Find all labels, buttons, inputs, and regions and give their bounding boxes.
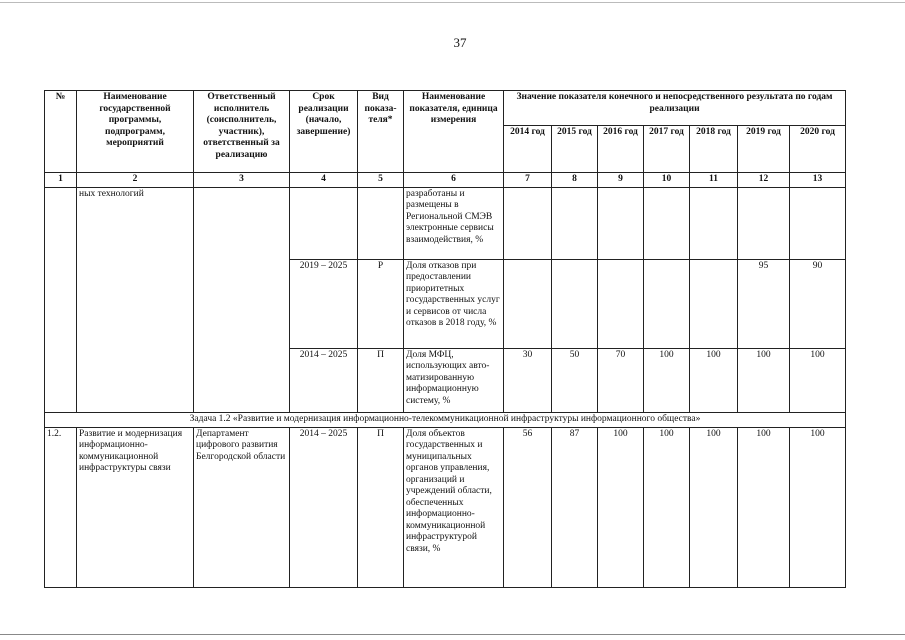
cell-value: 87 (552, 427, 598, 587)
column-number: 13 (790, 173, 846, 188)
cell-value: 100 (644, 348, 690, 412)
cell-value: 100 (690, 348, 738, 412)
cell-value (644, 187, 690, 259)
cell-type (358, 187, 404, 259)
cell-value: 95 (738, 259, 790, 348)
cell-name: Развитие и модернизация информационно-коммуникационной инфраструктуры связи (77, 427, 194, 587)
cell-value (504, 187, 552, 259)
header-no: № (45, 91, 77, 173)
cell-executor (194, 187, 290, 412)
cell-value (644, 259, 690, 348)
header-year: 2018 год (690, 126, 738, 173)
cell-indicator: разработаны и размещены в Региональной СМЭВ электронные сервисы взаимодействия, % (404, 187, 504, 259)
column-number: 7 (504, 173, 552, 188)
cell-type: П (358, 348, 404, 412)
column-number: 9 (598, 173, 644, 188)
table-row (45, 187, 846, 259)
cell-value (690, 259, 738, 348)
table-row (45, 427, 846, 587)
scan-bottom-edge (0, 634, 905, 635)
cell-term: 2014 – 2025 (290, 427, 358, 587)
cell-type: Р (358, 259, 404, 348)
column-number-row (45, 173, 846, 188)
cell-term (290, 187, 358, 259)
column-number: 3 (194, 173, 290, 188)
header-year: 2017 год (644, 126, 690, 173)
cell-value: 90 (790, 259, 846, 348)
cell-value: 50 (552, 348, 598, 412)
cell-value: 100 (690, 427, 738, 587)
column-number: 1 (45, 173, 77, 188)
cell-indicator: Доля отказов при предоставлении приоритетных государственных услуг и сервисов от числа отказов в 2018 году, % (404, 259, 504, 348)
header-indicator: Наименование показателя, единица измерения (404, 91, 504, 173)
column-number: 11 (690, 173, 738, 188)
cell-value: 100 (598, 427, 644, 587)
cell-value (738, 187, 790, 259)
cell-value (598, 259, 644, 348)
header-term: Срок реализации (начало, завершение) (290, 91, 358, 173)
cell-no (45, 187, 77, 412)
cell-name: ных технологий (77, 187, 194, 412)
header-name: Наименование государственной программы, подпрограмм, мероприятий (77, 91, 194, 173)
header-executor: Ответственный исполнитель (соисполнитель, участник), ответственный за реализацию (194, 91, 290, 173)
column-number: 6 (404, 173, 504, 188)
cell-value (598, 187, 644, 259)
header-year: 2019 год (738, 126, 790, 173)
column-number: 12 (738, 173, 790, 188)
column-number: 10 (644, 173, 690, 188)
cell-term: 2019 – 2025 (290, 259, 358, 348)
cell-value (504, 259, 552, 348)
header-year: 2014 год (504, 126, 552, 173)
cell-value (552, 187, 598, 259)
header-year: 2016 год (598, 126, 644, 173)
page-number: 37 (453, 35, 467, 50)
task-row (45, 412, 846, 427)
header-values-group: Значение показателя конечного и непосредственного результата по годам реализации (504, 91, 846, 126)
column-number: 2 (77, 173, 194, 188)
cell-value: 100 (790, 427, 846, 587)
task-title: Задача 1.2 «Развитие и модернизация информационно-телекоммуникационной инфраструктуры информационного общества» (45, 412, 846, 427)
cell-value (552, 259, 598, 348)
header-row-main (45, 91, 846, 126)
program-table (44, 90, 846, 588)
scan-top-edge (0, 2, 905, 3)
cell-type: П (358, 427, 404, 587)
cell-value: 100 (738, 348, 790, 412)
cell-term: 2014 – 2025 (290, 348, 358, 412)
cell-value: 70 (598, 348, 644, 412)
cell-executor: Департамент цифрового развития Белгородской области (194, 427, 290, 587)
cell-no: 1.2. (45, 427, 77, 587)
header-year: 2020 год (790, 126, 846, 173)
header-type: Вид показа-теля* (358, 91, 404, 173)
cell-value: 100 (790, 348, 846, 412)
cell-value: 100 (644, 427, 690, 587)
cell-value: 100 (738, 427, 790, 587)
header-year: 2015 год (552, 126, 598, 173)
column-number: 8 (552, 173, 598, 188)
cell-indicator: Доля объектов государственных и муниципальных органов управления, организаций и учреждений области, обеспеченных информационно-коммуникационной инфраструктурой связи, % (404, 427, 504, 587)
column-number: 5 (358, 173, 404, 188)
cell-value (790, 187, 846, 259)
cell-value (690, 187, 738, 259)
cell-value: 56 (504, 427, 552, 587)
cell-value: 30 (504, 348, 552, 412)
column-number: 4 (290, 173, 358, 188)
cell-indicator: Доля МФЦ, использующих авто-матизированную информационную систему, % (404, 348, 504, 412)
